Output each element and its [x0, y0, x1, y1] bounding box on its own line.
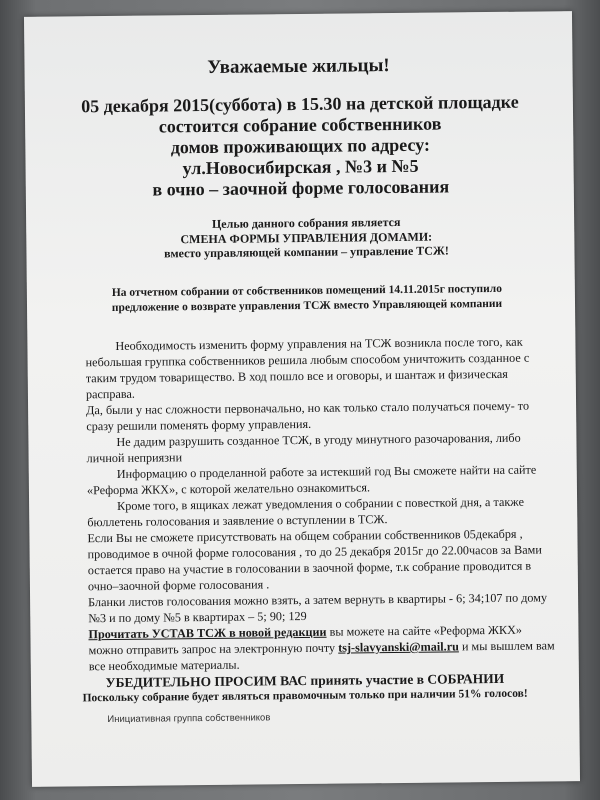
paragraph: Да, были у нас сложности первоначально, но как только стало получаться почему- то сразу решили поменять форму управления. [86, 398, 530, 434]
email-address: tsj-slavyanski@mail.ru [338, 639, 459, 655]
paragraph: Кроме того, в ящиках лежат уведомления о собрании с повесткой дня, а также бюллетень голосования и заявление о вступлении в ТСЖ. [87, 494, 525, 530]
announcement-line: состоится собрание собственников [158, 113, 442, 137]
report-block [77, 282, 537, 317]
body-text [85, 333, 558, 674]
announcement-line: ул.Новосибирская , №3 и №5 [182, 155, 419, 179]
purpose-line: СМЕНА ФОРМЫ УПРАВЛЕНИЯ ДОМАМИ: [180, 229, 433, 246]
announcement-line: домов проживающих по адресу: [170, 134, 431, 158]
statute-link: Прочитать УСТАВ ТСЖ в новой редакции [88, 624, 327, 642]
purpose-block [126, 214, 486, 261]
announcement-line: 05 декабря 2015(суббота) в 15.30 на детской площадке [81, 91, 519, 117]
report-line: предложение о возврате управления ТСЖ вместо Управляющей компании [111, 297, 503, 314]
report-line: На отчетном собрании от собственников помещений 14.11.2015г поступило [111, 282, 503, 299]
statute-text-a: вы можете на сайте «Реформа ЖКХ» можно отправить запрос на электронную почту [88, 622, 523, 658]
signature: Инициативная группа собственников [107, 712, 271, 726]
final-appeal [51, 669, 559, 706]
paragraph: Не дадим разрушить созданное ТСЖ, в угоду минутного разочарования, либо личной неприязни [86, 430, 521, 466]
notice-sheet [24, 11, 580, 787]
paragraph: Информацию о проделанной работе за истекший год Вы сможете найти на сайте «Реформа ЖКХ», с которой желательно ознакомиться. [86, 462, 537, 498]
final-line: Поскольку собрание будет являться правомочным только при наличии 51% голосов! [82, 687, 528, 705]
paragraph-statute [88, 621, 558, 674]
final-line: УБЕДИТЕЛЬНО ПРОСИМ ВАС принять участие в СОБРАНИИ [105, 670, 505, 691]
announcement-line: в очно – заочной форме голосования [152, 176, 450, 200]
paragraph: Если Вы не сможете присутствовать на общем собрании собственников 05декабря , проводимое в очной форме голосования , то до 25 декабря 2015г до 22.00часов за Вами остается право на участие в голосовании в заочной форме, т.к собрание проводится в очно–заочной форме голосования . [87, 526, 542, 594]
paragraph: Необходимость изменить форму управления на ТСЖ возникла после того, как небольшая группка собственников решила любым способом уничтожить созданное с таким трудом товарищество. В ход пошло все и оговоры, и шантаж и физическая расправа. [85, 334, 530, 402]
purpose-line: вместо управляющей компании – управление ТСЖ! [164, 243, 449, 261]
paragraph: Бланки листов голосования можно взять, а затем вернуть в квартиры - 6; 34;107 по дому №3 и по дому №5 в квартирах – 5; 90; 129 [88, 590, 548, 626]
purpose-line: Целью данного собрания является [211, 214, 401, 231]
statute-text-b: и мы вышлем вам все необходимые материалы. [88, 638, 555, 674]
announcement-block [65, 92, 536, 202]
greeting-heading: Уважаемые жильцы! [207, 55, 390, 78]
